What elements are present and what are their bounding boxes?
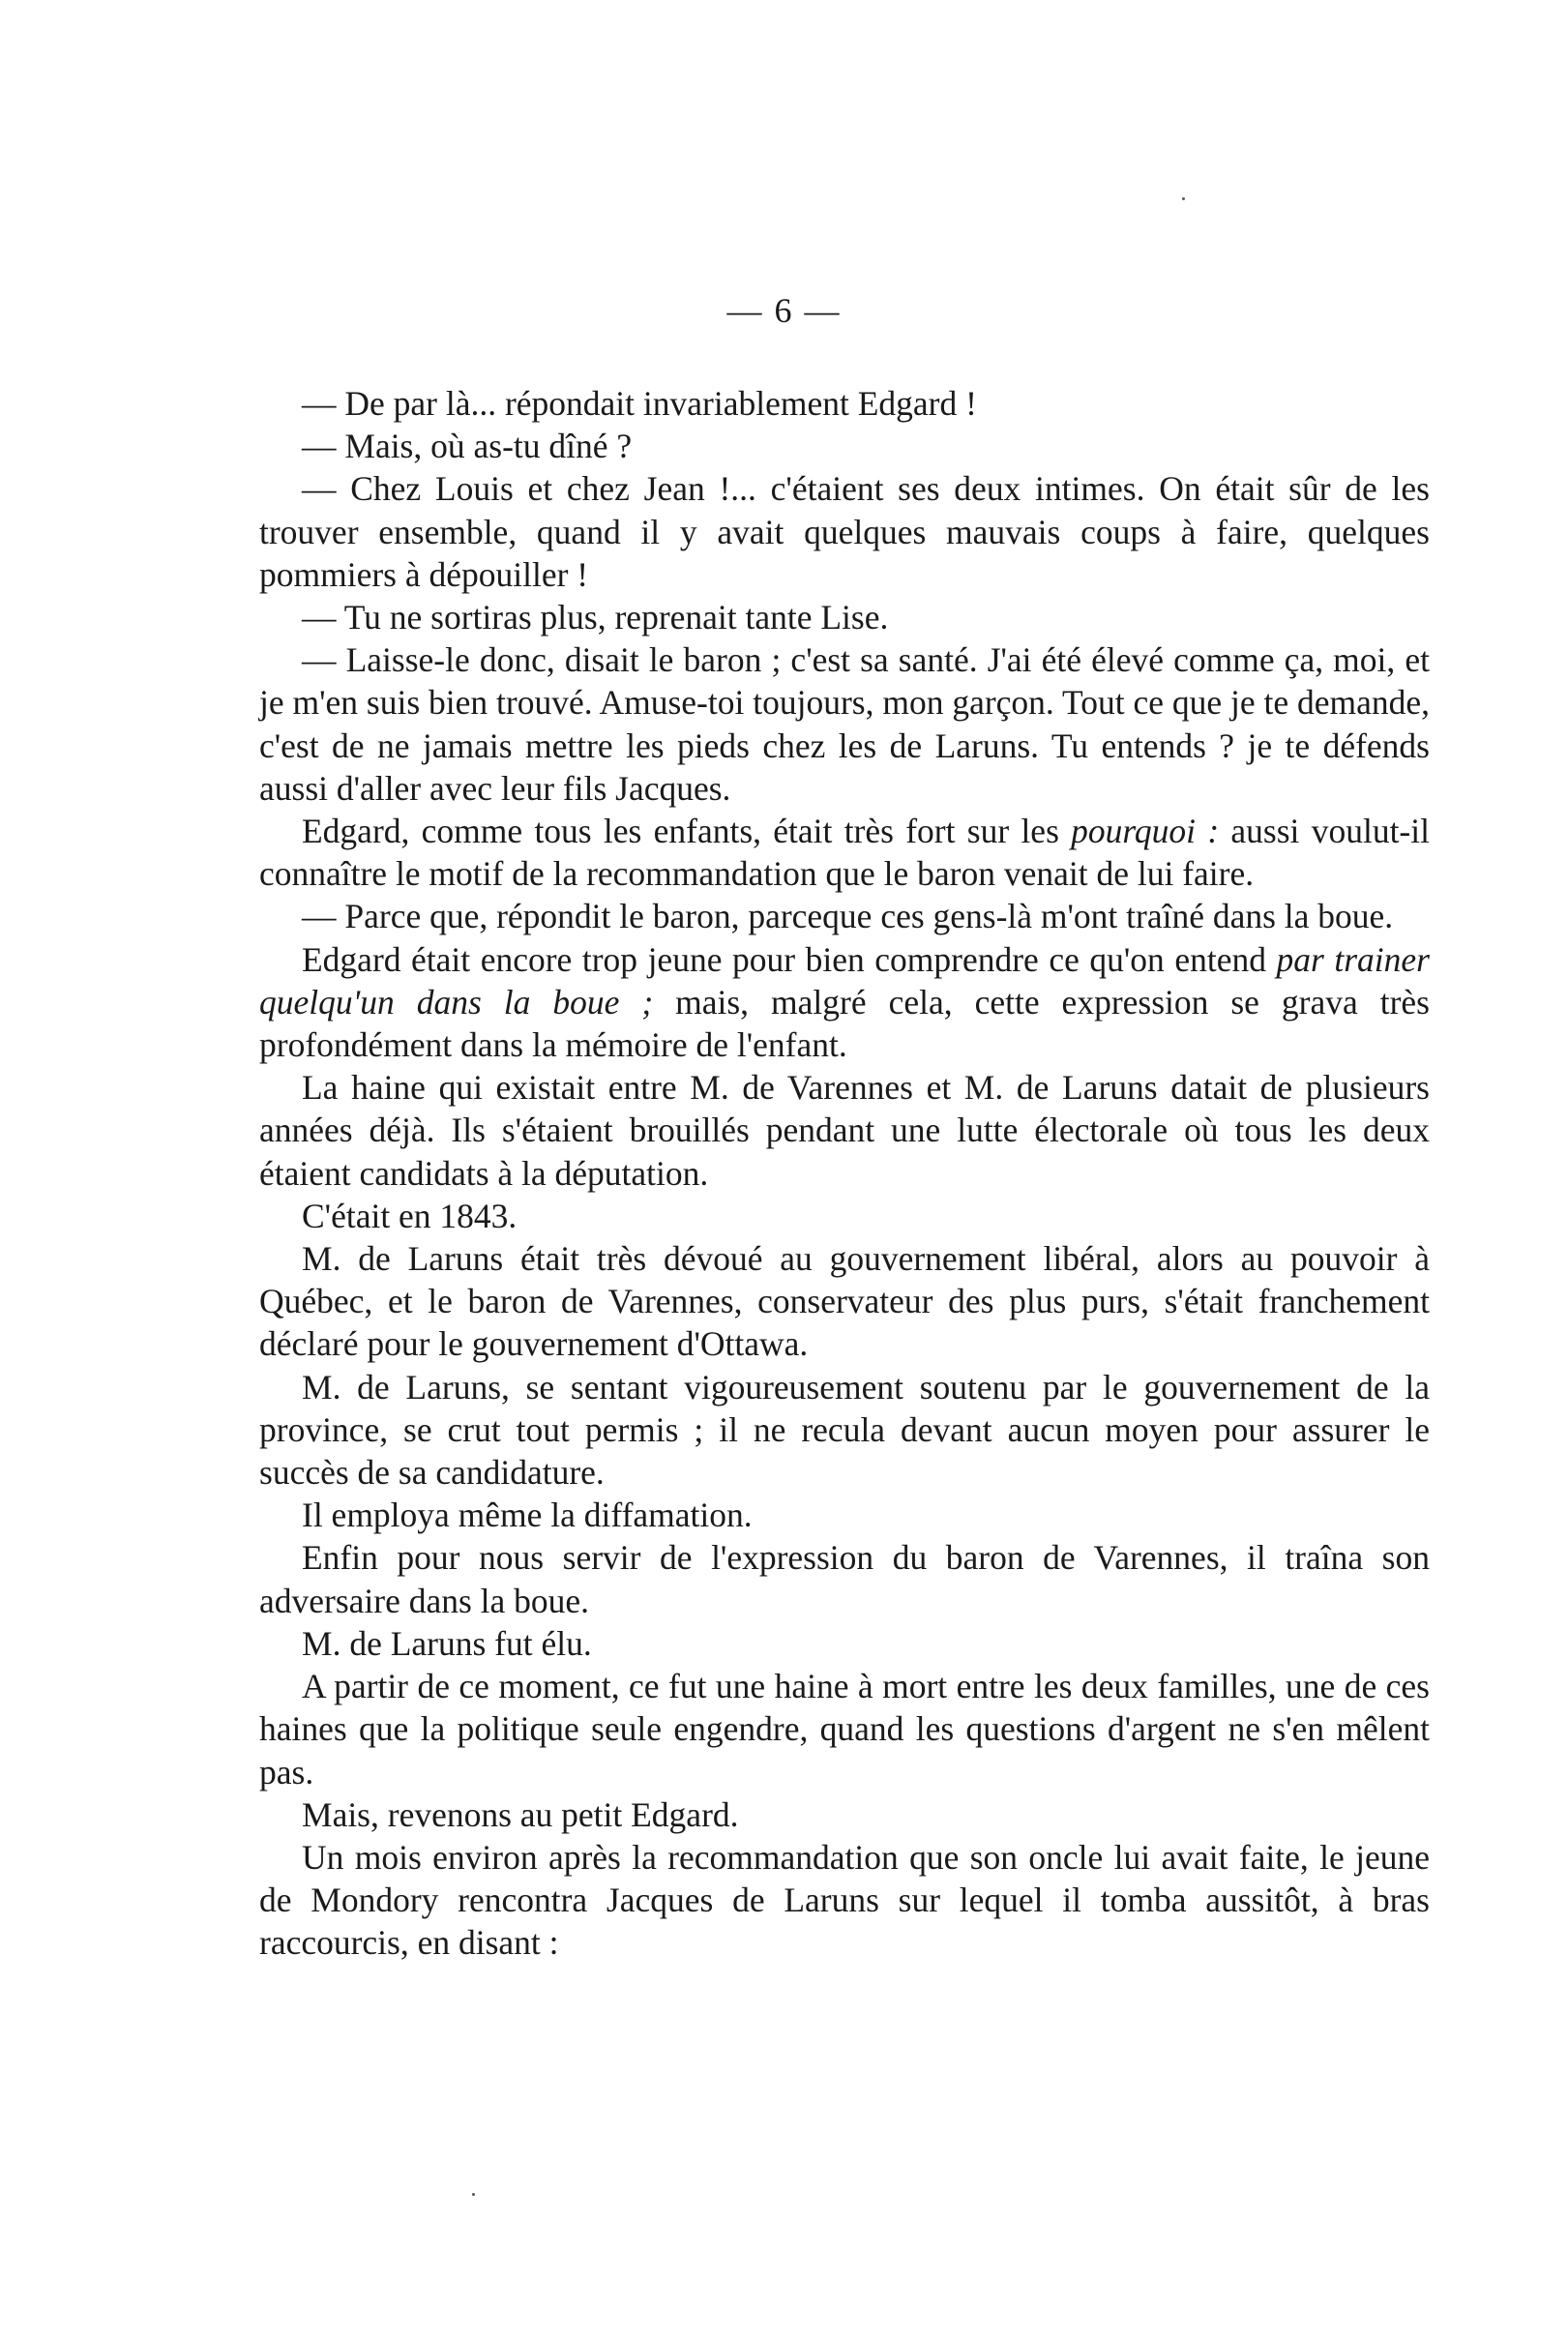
scan-speck [472,2193,475,2196]
scan-speck [1182,197,1185,200]
paragraph-text: Edgard, comme tous les enfants, était très fort sur les [302,812,1072,851]
paragraph: — Tu ne sortiras plus, reprenait tante Lise. [302,598,889,637]
paragraph: Enfin pour nous servir de l'expression du baron de Varennes, il traîna son adversaire dans la boue. [259,1538,1430,1620]
paragraph-text: Edgard était encore trop jeune pour bien comprendre ce qu'on entend [302,939,1277,979]
paragraph: — Mais, où as-tu dîné ? [302,427,633,466]
paragraph-text: mais, malgré cela, cette expression se grava très profondément dans la mémoire de l'enfant. [259,982,1431,1065]
body-text [259,382,1430,1965]
paragraph: Il employa même la diffamation. [302,1496,753,1535]
paragraph: M. de Laruns, se sentant vigoureusement soutenu par le gouvernement de la province, se crut tout permis ; il ne recula devant aucun moyen pour assurer le succès de sa candidature. [259,1367,1430,1493]
paragraph: Mais, revenons au petit Edgard. [302,1794,739,1834]
paragraph-text: aussi voulut-il connaître le motif de la recommandation que le baron venait de lui faire. [259,812,1430,894]
italic-phrase: par trainer quelqu'un dans la boue ; [259,939,1430,1022]
page-number: — 6 — [726,291,842,330]
paragraph: — Parce que, répondit le baron, parceque ces gens-là m'ont traîné dans la boue. [302,897,1394,936]
italic-phrase: pourquoi : [1071,812,1220,851]
paragraph-with-italic [259,938,1430,1067]
paragraph: La haine qui existait entre M. de Varennes et M. de Laruns datait de plusieurs années déjà. Ils s'étaient brouillés pendant une lutte électorale où tous les deux étaient candidats à la députation. [259,1068,1430,1193]
paragraph: M. de Laruns fut élu. [302,1623,592,1663]
paragraph: — Laisse-le donc, disait le baron ; c'est sa santé. J'ai été élevé comme ça, moi, et je m'en suis bien trouvé. Amuse-toi toujours, mon garçon. Tout ce que je te demande, c'est de ne jamais mettre les pieds chez les de Laruns. Tu entends ? je te défends aussi d'aller avec leur fils Jacques. [259,640,1430,808]
paragraph: A partir de ce moment, ce fut une haine à mort entre les deux familles, une de ces haines que la politique seule engendre, quand les questions d'argent ne s'en mêlent pas. [259,1667,1430,1792]
paragraph-with-italic [259,810,1430,895]
paragraph: M. de Laruns était très dévoué au gouvernement libéral, alors au pouvoir à Québec, et le baron de Varennes, conservateur des plus purs, s'était franchement déclaré pour le gouvernement d'Ottawa. [259,1239,1430,1364]
paragraph: C'était en 1843. [302,1196,518,1235]
paragraph: Un mois environ après la recommandation que son oncle lui avait faite, le jeune de Mondory rencontra Jacques de Laruns sur lequel il tomba aussitôt, à bras raccourcis, en disant : [259,1837,1430,1963]
paragraph: — Chez Louis et chez Jean !... c'étaient ses deux intimes. On était sûr de les trouver ensemble, quand il y avait quelques mauvais coups à faire, quelques pommiers à dépouiller ! [259,469,1430,594]
paragraph: — De par là... répondait invariablement Edgard ! [302,384,977,423]
